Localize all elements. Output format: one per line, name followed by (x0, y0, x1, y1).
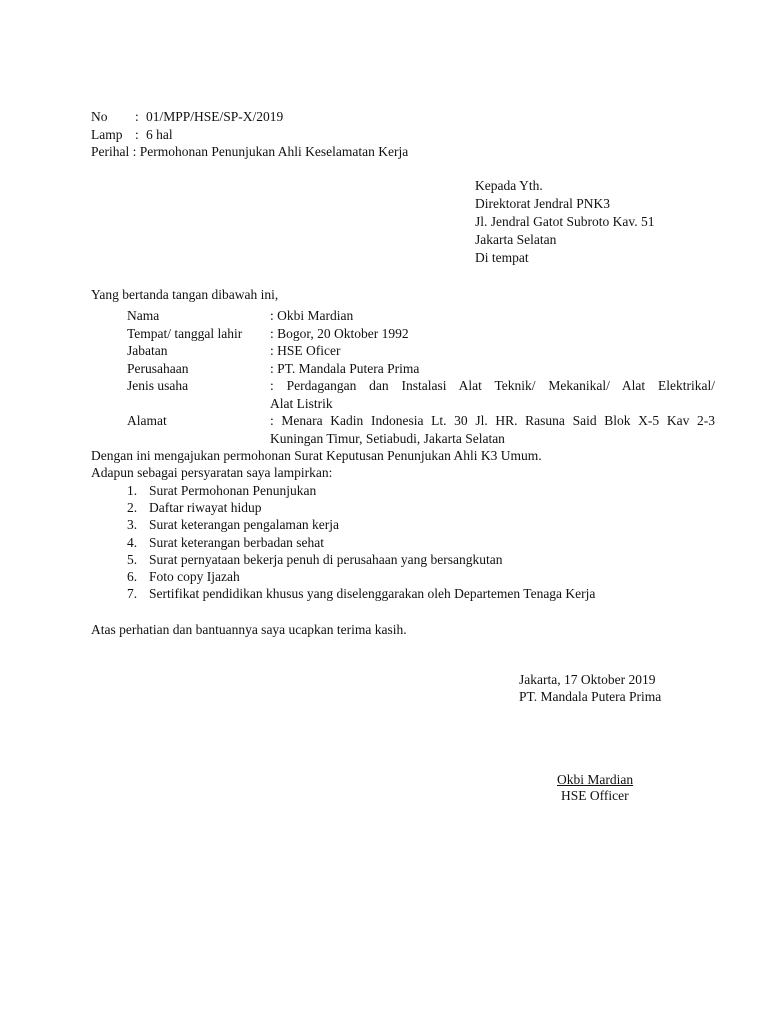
recipient-line: Kepada Yth. (475, 178, 543, 193)
identity-row-nama (127, 307, 715, 325)
list-item (127, 516, 595, 533)
recipient-line: Jl. Jendral Gatot Subroto Kav. 51 (475, 214, 655, 229)
request-sentence: Dengan ini mengajukan permohonan Surat Keputusan Penunjukan Ahli K3 Umum. (91, 448, 542, 463)
identity-row-ttl (127, 325, 715, 343)
identity-label: Alamat (127, 413, 167, 428)
list-text: Surat keterangan berbadan sehat (149, 534, 325, 550)
list-item (127, 551, 595, 568)
recipient-line: Jakarta Selatan (475, 232, 557, 247)
identity-label: Tempat/ tanggal lahir (127, 325, 243, 341)
identity-row-perusahaan (127, 360, 715, 378)
closing-sentence: Atas perhatian dan bantuannya saya ucapkan terima kasih. (91, 622, 407, 637)
identity-value-continued: Alat Listrik (270, 395, 333, 411)
list-number: 5. (127, 551, 138, 567)
list-item (127, 482, 595, 499)
header-colon: : (129, 144, 140, 159)
identity-value: : Okbi Mardian (270, 308, 354, 323)
list-text: Sertifikat pendidikan khusus yang diselenggarakan oleh Departemen Tenaga Kerja (149, 586, 596, 602)
identity-value: : Perdagangan dan Instalasi Alat Teknik/ Mekanikal/ Alat Elektrikal/ (270, 378, 715, 393)
list-item (127, 534, 595, 551)
identity-label: Jenis usaha (127, 378, 189, 393)
recipient-address (475, 177, 654, 267)
header-colon: : (135, 126, 139, 142)
identity-value-continued: Kuningan Timur, Setiabudi, Jakarta Selatan (270, 430, 505, 446)
list-number: 1. (127, 483, 138, 498)
header-no-label: No (91, 109, 108, 124)
header-no-value: 01/MPP/HSE/SP-X/2019 (146, 109, 284, 124)
list-number: 2. (127, 500, 138, 516)
list-text: Surat pernyataan bekerja penuh di perusahaan yang bersangkutan (149, 551, 503, 567)
header-lamp-label: Lamp (91, 126, 123, 142)
identity-value: : Menara Kadin Indonesia Lt. 30 Jl. HR. Rasuna Said Blok X-5 Kav 2-3 (270, 413, 715, 428)
signer-name: Okbi Mardian (557, 772, 634, 787)
identity-row-jabatan (127, 342, 715, 360)
letter-header (91, 108, 408, 161)
list-item (127, 568, 595, 585)
signer-title: HSE Officer (561, 788, 629, 803)
recipient-line: Direktorat Jendral PNK3 (475, 196, 610, 211)
signature-company: PT. Mandala Putera Prima (519, 689, 662, 704)
identity-value: : Bogor, 20 Oktober 1992 (270, 325, 409, 341)
opening-sentence: Yang bertanda tangan dibawah ini, (91, 287, 279, 302)
header-lamp-value: 6 hal (146, 126, 173, 142)
list-item (127, 585, 595, 602)
identity-table (127, 307, 715, 447)
list-number: 3. (127, 517, 138, 533)
header-no-row (91, 108, 408, 126)
identity-row-alamat (127, 412, 715, 447)
list-number: 4. (127, 534, 138, 550)
list-item (127, 499, 595, 516)
header-colon: : (135, 109, 139, 124)
header-perihal-row (91, 143, 408, 161)
identity-value: : PT. Mandala Putera Prima (270, 360, 420, 376)
recipient-line: Di tempat (475, 250, 529, 265)
list-text: Surat Permohonan Penunjukan (149, 483, 317, 498)
attachment-list (127, 482, 595, 602)
list-text: Foto copy Ijazah (149, 568, 240, 584)
list-number: 7. (127, 586, 138, 602)
identity-value: : HSE Oficer (270, 343, 341, 358)
header-perihal-label: Perihal (91, 144, 130, 159)
list-text: Surat keterangan pengalaman kerja (149, 517, 340, 533)
list-number: 6. (127, 568, 138, 584)
header-perihal-value: Permohonan Penunjukan Ahli Keselamatan Kerja (139, 144, 409, 159)
identity-row-jenis-usaha (127, 377, 715, 412)
identity-label: Perusahaan (127, 360, 189, 376)
attachments-intro: Adapun sebagai persyaratan saya lampirkan: (91, 465, 333, 480)
identity-label: Jabatan (127, 343, 168, 358)
place-date: Jakarta, 17 Oktober 2019 (519, 672, 656, 687)
header-lamp-row (91, 126, 408, 144)
identity-label: Nama (127, 308, 160, 323)
list-text: Daftar riwayat hidup (149, 500, 262, 516)
